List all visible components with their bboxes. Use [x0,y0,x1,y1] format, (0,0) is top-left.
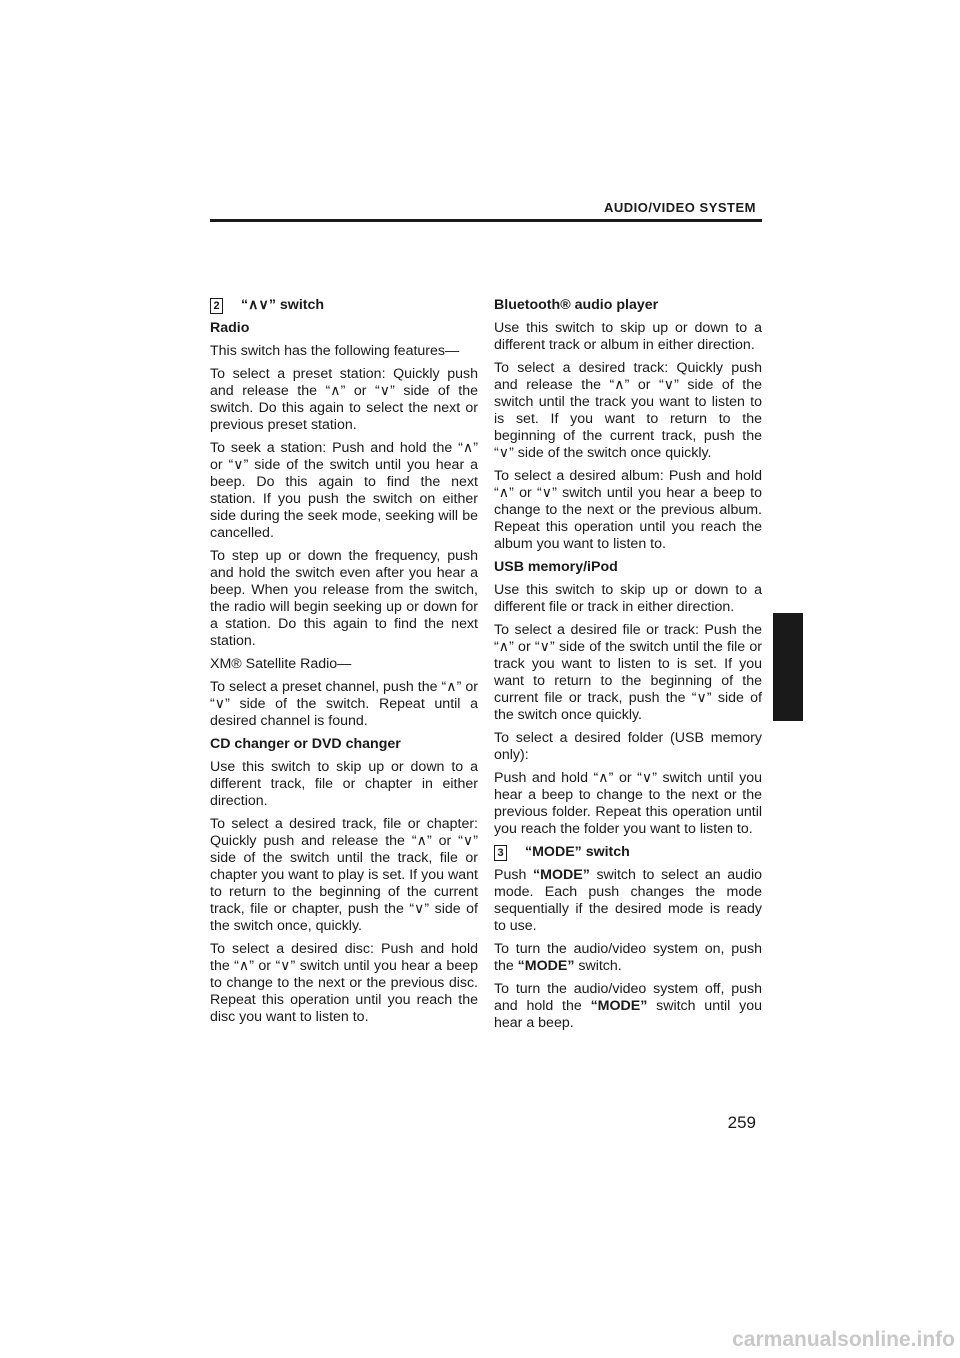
right-column [494,297,762,1038]
paragraph: To select a desired track, file or chapter: Quickly push and release the “∧” or “∨” side of the switch until the track, file or chapter you want to play is set. If you want to return to the beginning of the current track, file or chapter, push the “∨” side of the switch once, quickly. [210,816,478,934]
paragraph [494,867,762,935]
step-heading-mode [494,844,762,861]
step-title: “MODE” switch [525,844,630,860]
paragraph: To select a desired file or track: Push the “∧” or “∨” side of the switch until the file or track you want to listen to is set. If you want to return to the beginning of the current file or track, push the “∨” side of the switch once quickly. [494,622,762,723]
text: To turn the audio/video system on, push the [494,941,762,974]
paragraph: Use this switch to skip up or down to a different track or album in either direction. [494,320,762,353]
paragraph: Push and hold “∧” or “∨” switch until you hear a beep to change to the next or the previous folder. Repeat this operation until you reach the folder you want to listen to. [494,770,762,837]
page-number: 259 [727,1113,756,1132]
paragraph: To select a desired album: Push and hold “∧” or “∨” switch until you hear a beep to change to the next or the previous album. Repeat this operation until you reach the album you want to listen to. [494,468,762,552]
mode-label: “MODE” [533,867,590,883]
paragraph: To step up or down the frequency, push and hold the switch even after you hear a beep. When you release from the switch, the radio will begin seeking up or down for a station. Do this again to find the next station. [210,548,478,649]
watermark: carmanualsonline.info [732,1328,955,1351]
paragraph: XM® Satellite Radio— [210,656,352,672]
bluetooth-heading: Bluetooth® audio player [494,297,659,313]
text: switch until you hear a beep. [494,998,762,1031]
step-number-badge: 3 [494,845,507,861]
chapter-tab [773,613,803,721]
paragraph: Use this switch to skip up or down to a different file or track in either direction. [494,582,762,615]
step-title: “∧∨” switch [241,297,325,313]
paragraph [494,941,762,975]
paragraph: To select a desired track: Quickly push and release the “∧” or “∨” side of the switch until the track you want to listen to is set. If you want to return to the beginning of the current track, push the “∨” side of the switch once quickly. [494,360,762,461]
text: Push [494,867,534,883]
mode-label: “MODE” [590,998,648,1014]
paragraph: To select a desired disc: Push and hold the “∧” or “∨” switch until you hear a beep to change to the next or the previous disc. Repeat this operation until you reach the disc you want to listen to. [210,941,478,1025]
radio-heading: Radio [210,320,250,336]
left-column [210,297,478,1032]
text: switch. [574,958,622,974]
header-divider [210,219,762,222]
paragraph: To seek a station: Push and hold the “∧” or “∨” side of the switch until you hear a beep. Do this again to find the next station. If you push the switch on either side during the seek mode, seeking will be cancelled. [210,440,478,541]
text: To turn the audio/video system off, push and hold the [494,981,762,1014]
paragraph: To select a preset channel, push the “∧” or “∨” side of the switch. Repeat until a desired channel is found. [210,679,478,729]
paragraph: This switch has the following features— [210,343,460,359]
paragraph: To select a preset station: Quickly push and release the “∧” or “∨” side of the switch. Do this again to select the next or previous preset station. [210,366,478,433]
step-heading-switch [210,297,478,314]
paragraph: To select a desired folder (USB memory only): [494,730,762,763]
paragraph: Use this switch to skip up or down to a different track, file or chapter in either direction. [210,759,478,809]
mode-label: “MODE” [517,958,575,974]
step-number-badge: 2 [210,298,223,314]
usb-heading: USB memory/iPod [494,559,618,575]
section-title: AUDIO/VIDEO SYSTEM [603,200,756,215]
paragraph [494,981,762,1032]
cd-changer-heading: CD changer or DVD changer [210,736,401,752]
text: switch to select an audio mode. Each push changes the mode sequentially if the desired mode is ready to use. [494,867,763,934]
